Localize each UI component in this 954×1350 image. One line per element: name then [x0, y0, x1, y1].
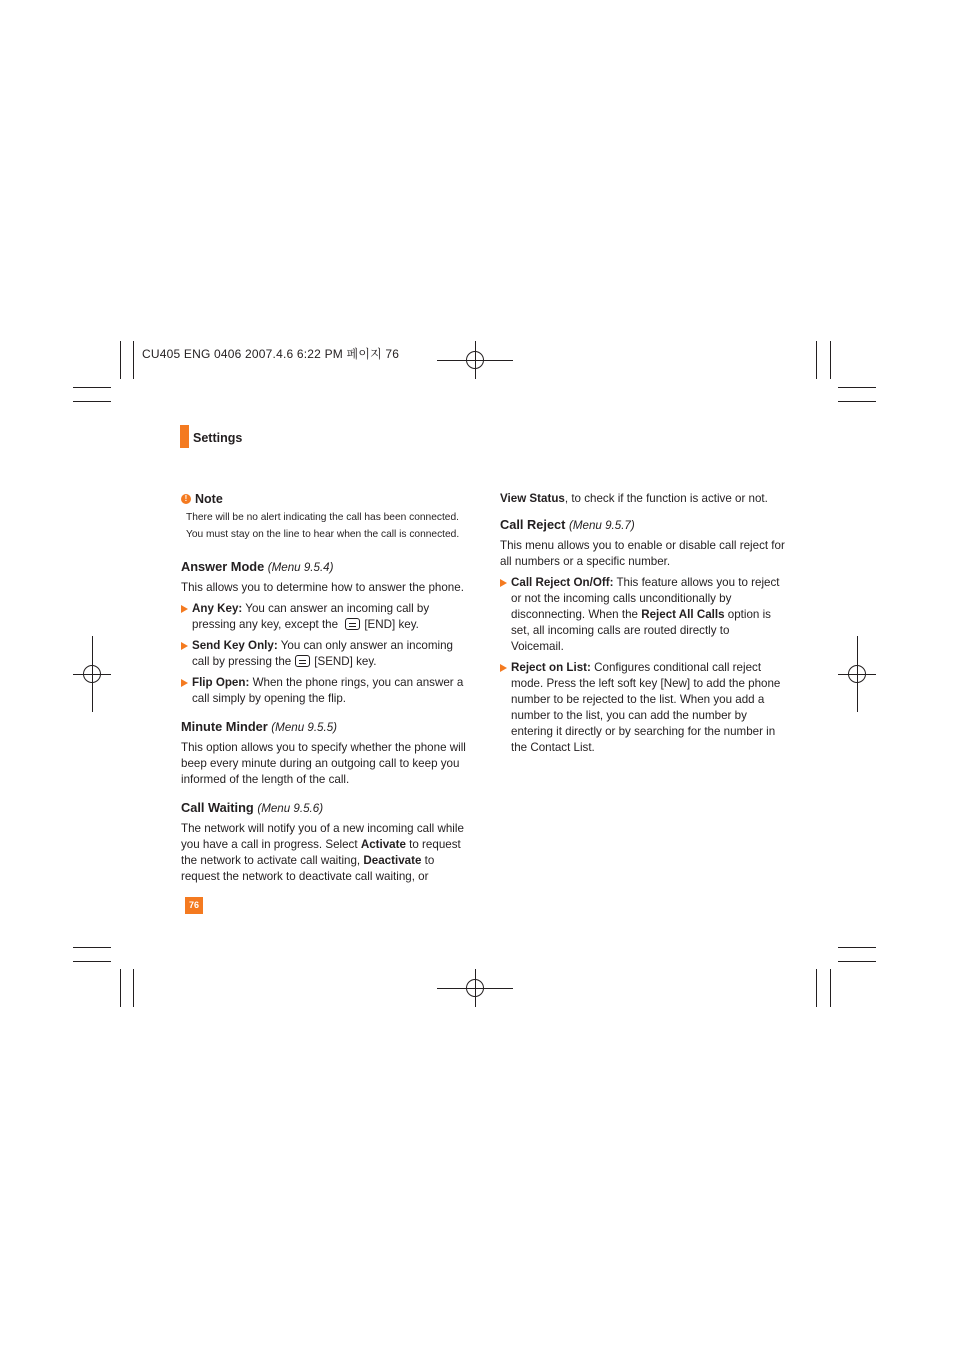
left-column: [181, 491, 466, 885]
bullet-call-reject-on-off: Call Reject On/Off: This feature allows you to reject or not the incoming calls unconditionally by disconnecting. When the Reject All Calls option is set, all incoming calls are routed directly to Voicemail.: [500, 575, 785, 655]
crop-mark: [830, 969, 831, 1007]
section-heading: Answer Mode (Menu 9.5.4): [181, 559, 334, 574]
page-title: Settings: [193, 431, 243, 445]
crop-mark: [838, 401, 876, 402]
bullet-arrow-icon: [500, 579, 507, 587]
crop-mark: [73, 947, 111, 948]
note-title: Note: [195, 492, 223, 506]
bullet-any-key: Any Key: You can answer an incoming call by pressing any key, except the [END] key.: [181, 601, 466, 633]
section-intro: This allows you to determine how to answer the phone.: [181, 581, 464, 594]
answer-mode-section: [181, 558, 466, 707]
crop-mark: [838, 947, 876, 948]
section-intro: This menu allows you to enable or disable call reject for all numbers or a specific number.: [500, 539, 785, 568]
bullet-send-key-only: Send Key Only: You can only answer an incoming call by pressing the [SEND] key.: [181, 638, 466, 670]
right-column: [500, 491, 785, 756]
crop-mark: [838, 961, 876, 962]
crop-mark: [73, 387, 111, 388]
crop-mark: [120, 969, 121, 1007]
crop-mark: [830, 341, 831, 379]
crop-mark: [120, 341, 121, 379]
bullet-arrow-icon: [181, 605, 188, 613]
crop-mark: [133, 969, 134, 1007]
section-heading: Call Waiting (Menu 9.5.6): [181, 800, 324, 815]
bullet-arrow-icon: [500, 664, 507, 672]
note-line: You must stay on the line to hear when the call is connected.: [186, 529, 460, 540]
section-heading: Call Reject (Menu 9.5.7): [500, 517, 635, 532]
bullet-flip-open: Flip Open: When the phone rings, you can answer a call simply by opening the flip.: [181, 675, 466, 707]
bullet-arrow-icon: [181, 679, 188, 687]
crop-mark: [838, 387, 876, 388]
alert-icon: !: [181, 494, 191, 504]
bullet-arrow-icon: [181, 642, 188, 650]
call-waiting-section: [181, 799, 466, 885]
bullet-reject-on-list: Reject on List: Configures conditional call reject mode. Press the left soft key [New] to add the phone number to be rejected to the list. When you add a number to the list, you can add the number by entering it directly or by searching for the number in the Contact List.: [500, 660, 785, 756]
crop-mark: [816, 969, 817, 1007]
section-heading: Minute Minder (Menu 9.5.5): [181, 719, 338, 734]
note-line: There will be no alert indicating the call has been connected.: [186, 512, 459, 523]
section-text: This option allows you to specify whether the phone will beep every minute during an outgoing call to keep you informed of the length of the call.: [181, 741, 466, 786]
note-block: [181, 491, 466, 543]
section-marker-bar: [180, 425, 189, 448]
call-waiting-continued: View Status, to check if the function is active or not.: [500, 492, 768, 505]
note-text: [181, 509, 466, 543]
crop-mark: [133, 341, 134, 379]
crop-mark: [816, 341, 817, 379]
minute-minder-section: [181, 718, 466, 788]
crop-mark: [73, 961, 111, 962]
send-key-icon: [295, 655, 310, 667]
call-reject-section: [500, 516, 785, 756]
section-text: The network will notify you of a new incoming call while you have a call in progress. Select Activate to request the network to activate call waiting, Deactivate to request the network to deactivate call waiting, or: [181, 822, 464, 883]
page-number-badge: 76: [185, 897, 203, 914]
crop-mark: [73, 401, 111, 402]
print-slug: CU405 ENG 0406 2007.4.6 6:22 PM 페이지 76: [142, 347, 400, 361]
end-key-icon: [345, 618, 360, 630]
